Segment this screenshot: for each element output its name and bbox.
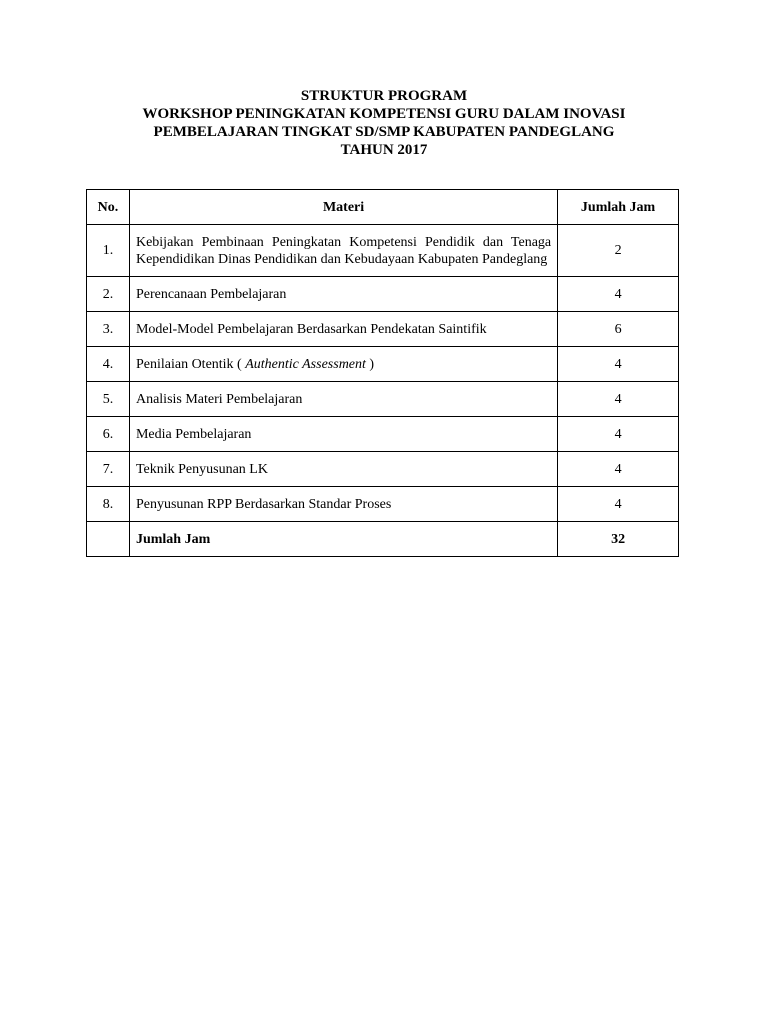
document-title: [0, 87, 768, 159]
row-no: 1.: [87, 225, 130, 277]
materi-prefix: Penilaian Otentik (: [135, 356, 246, 372]
row-materi: Analisis Materi Pembelajaran: [129, 382, 557, 417]
title-line-4: TAHUN 2017: [340, 142, 428, 158]
row-no: 6.: [87, 417, 130, 452]
row-materi: [129, 347, 557, 382]
title-line-1: STRUKTUR PROGRAM: [300, 88, 468, 104]
row-no: 5.: [87, 382, 130, 417]
total-row: [87, 522, 679, 557]
row-jam: 2: [558, 225, 679, 277]
title-line-2: WORKSHOP PENINGKATAN KOMPETENSI GURU DALAM INOVASI: [142, 106, 626, 122]
row-no: 4.: [87, 347, 130, 382]
header-jumlah-jam: Jumlah Jam: [558, 190, 679, 225]
row-materi: Perencanaan Pembelajaran: [129, 277, 557, 312]
title-line-3: PEMBELAJARAN TINGKAT SD/SMP KABUPATEN PANDEGLANG: [153, 124, 615, 140]
row-jam: 4: [558, 277, 679, 312]
row-jam: 4: [558, 347, 679, 382]
materi-suffix: ): [365, 356, 375, 372]
row-materi: Teknik Penyusunan LK: [129, 452, 557, 487]
table-row: [87, 417, 679, 452]
row-jam: 4: [558, 487, 679, 522]
row-materi: Model-Model Pembelajaran Berdasarkan Pendekatan Saintifik: [129, 312, 557, 347]
row-jam: 6: [558, 312, 679, 347]
row-no: 7.: [87, 452, 130, 487]
total-value: 32: [558, 522, 679, 557]
table-row: [87, 347, 679, 382]
table-row: [87, 452, 679, 487]
materi-italic: Authentic Assessment: [245, 356, 366, 372]
row-materi: Media Pembelajaran: [129, 417, 557, 452]
row-jam: 4: [558, 452, 679, 487]
row-jam: 4: [558, 382, 679, 417]
table-row: [87, 487, 679, 522]
table-row: [87, 225, 679, 277]
total-no-empty: [87, 522, 130, 557]
table-row: [87, 277, 679, 312]
table-row: [87, 382, 679, 417]
table-row: [87, 312, 679, 347]
row-materi: Kebijakan Pembinaan Peningkatan Kompetensi Pendidik dan Tenaga Kependidikan Dinas Pendidikan dan Kebudayaan Kabupaten Pandeglang: [129, 225, 557, 277]
table-header-row: [87, 190, 679, 225]
row-materi: Penyusunan RPP Berdasarkan Standar Proses: [129, 487, 557, 522]
row-no: 2.: [87, 277, 130, 312]
row-no: 8.: [87, 487, 130, 522]
program-structure-table: [86, 189, 679, 557]
row-no: 3.: [87, 312, 130, 347]
header-materi: Materi: [129, 190, 557, 225]
header-no: No.: [87, 190, 130, 225]
total-label: Jumlah Jam: [129, 522, 557, 557]
row-jam: 4: [558, 417, 679, 452]
